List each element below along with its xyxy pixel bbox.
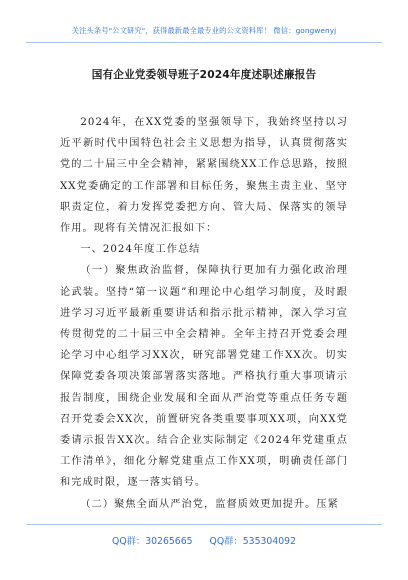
document-body	[60, 112, 348, 515]
footer-contact	[0, 533, 408, 547]
footer-divider	[26, 524, 382, 525]
body-paragraph: 2024年，在XX党委的坚强领导下，我始终坚持以习近平新时代中国特色社会主义思想为指导，认真贯彻落实党的二十届三中全会精神，紧紧围绕XX工作总思路，按照XX党委确定的工作部署和目标任务，聚焦主责主业、坚守职责定位，着力发挥党委把方向、管大局、保落实的领导作用。现将有关情况汇报如下：	[60, 117, 348, 235]
section-heading: 一、2024年度工作总结	[80, 244, 201, 256]
document-title: 国有企业党委领导班子2024年度述职述廉报告	[91, 69, 317, 81]
qq-group-2: QQ群：535304092	[209, 536, 296, 547]
body-paragraph: （二）聚焦全面从严治党，监督质效更加提升。压紧	[80, 498, 339, 510]
body-paragraph: （一）聚焦政治监督，保障执行更加有力强化政治理论武装。坚持“第一议题”和理论中心组学习制度，及时跟进学习习近平最新重要讲话和指示批示精神，深入学习宣传贯彻党的二十届三中全会精神。全年主持召开党委会理论学习中心组学习XX次，研究部署党建工作XX次。切实保障党委各项决策部署落实落地。严格执行重大事项请示报告制度，围绕企业发展和全面从严治党等重点任务专题召开党委会XX次，前置研究各类重要事项XX项，向XX党委请示报告XX次。结合企业实际制定《2024年党建重点工作清单》，细化分解党建重点工作XX项，明确责任部门和完成时限，逐一落实销号。	[60, 265, 348, 489]
promo-banner-text: 关注头条号"公文研究"，获得最新最全最专业的公文资料库！ 微信：gongwenyj	[71, 26, 337, 35]
header-divider	[26, 42, 382, 43]
qq-group-1: QQ群：30265665	[112, 536, 193, 547]
